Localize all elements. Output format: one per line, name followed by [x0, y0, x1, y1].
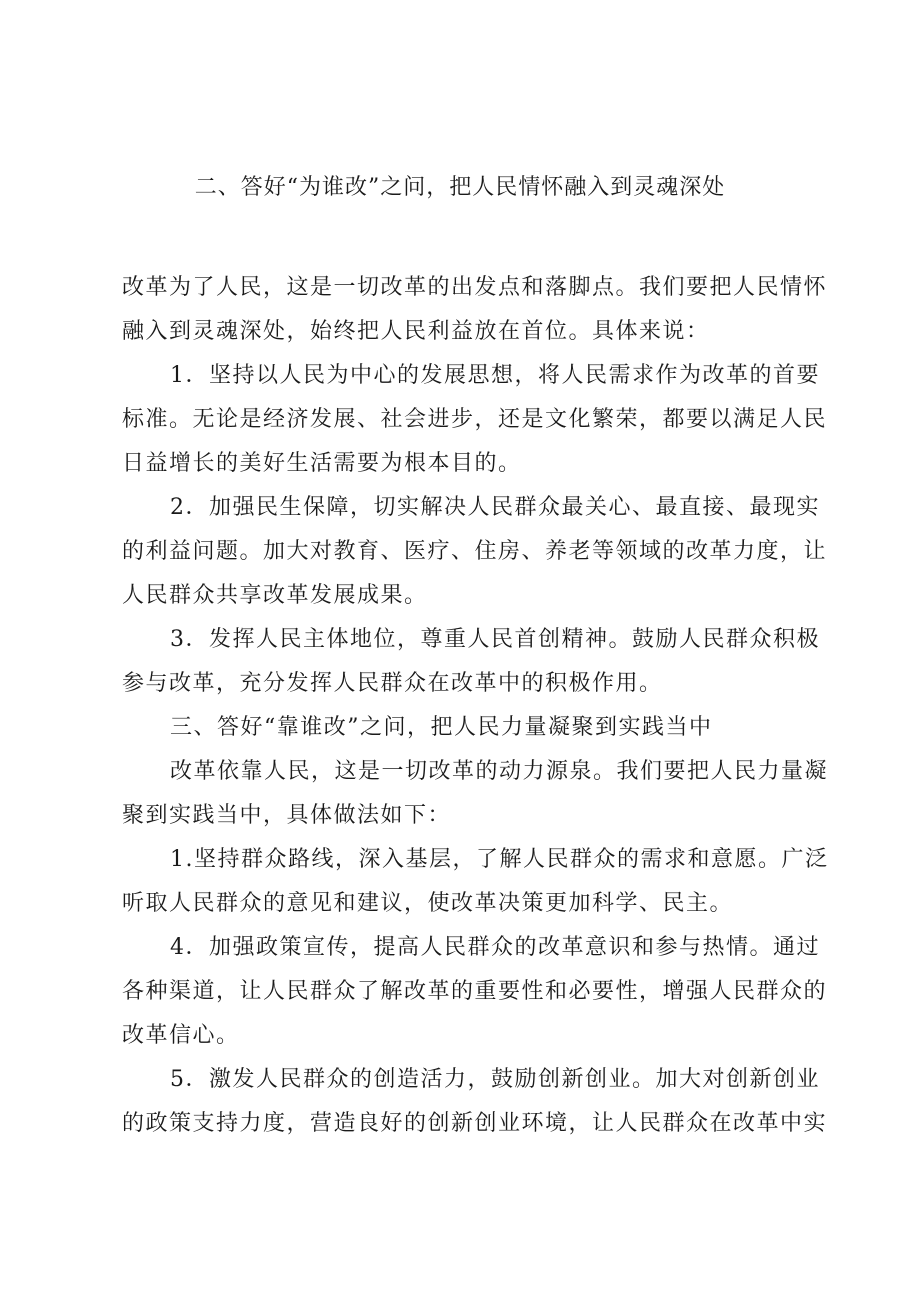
body-line: 人民群众共享改革发展成果。 — [122, 583, 428, 608]
body-line: 听取人民群众的意见和建议，使改革决策更加科学、民主。 — [122, 891, 734, 916]
body-line: 的政策支持力度，营造良好的创新创业环境，让人民群众在改革中实 — [122, 1111, 828, 1136]
body-line: 日益增长的美好生活需要为根本目的。 — [122, 451, 522, 476]
body-line: 改革为了人民，这是一切改革的出发点和落脚点。我们要把人民情怀 — [122, 275, 828, 300]
body-line: 2．加强民生保障，切实解决人民群众最关心、最直接、最现实 — [170, 495, 820, 520]
body-line: 标准。无论是经济发展、社会进步，还是文化繁荣，都要以满足人民 — [122, 407, 828, 432]
body-line: 5．激发人民群众的创造活力，鼓励创新创业。加大对创新创业 — [170, 1067, 820, 1092]
body-line: 1.坚持群众路线，深入基层，了解人民群众的需求和意愿。广泛 — [170, 847, 829, 872]
section-two-heading: 二、答好“为谁改”之问，把人民情怀融入到灵魂深处 — [194, 175, 726, 200]
body-line: 改革信心。 — [122, 1023, 240, 1048]
body-line: 4．加强政策宣传，提高人民群众的改革意识和参与热情。通过 — [170, 935, 820, 960]
section-three-heading: 三、答好“靠谁改”之问，把人民力量凝聚到实践当中 — [170, 715, 713, 740]
body-line: 改革依靠人民，这是一切改革的动力源泉。我们要把人民力量凝 — [170, 759, 829, 784]
body-line: 1．坚持以人民为中心的发展思想，将人民需求作为改革的首要 — [170, 363, 820, 388]
body-line: 各种渠道，让人民群众了解改革的重要性和必要性，增强人民群众的 — [122, 979, 828, 1004]
body-line: 聚到实践当中，具体做法如下： — [122, 803, 452, 828]
body-line: 的利益问题。加大对教育、医疗、住房、养老等领域的改革力度，让 — [122, 539, 828, 564]
body-line: 3．发挥人民主体地位，尊重人民首创精神。鼓励人民群众积极 — [170, 627, 820, 652]
body-line: 融入到灵魂深处，始终把人民利益放在首位。具体来说： — [122, 319, 710, 344]
body-line: 参与改革，充分发挥人民群众在改革中的积极作用。 — [122, 671, 663, 696]
